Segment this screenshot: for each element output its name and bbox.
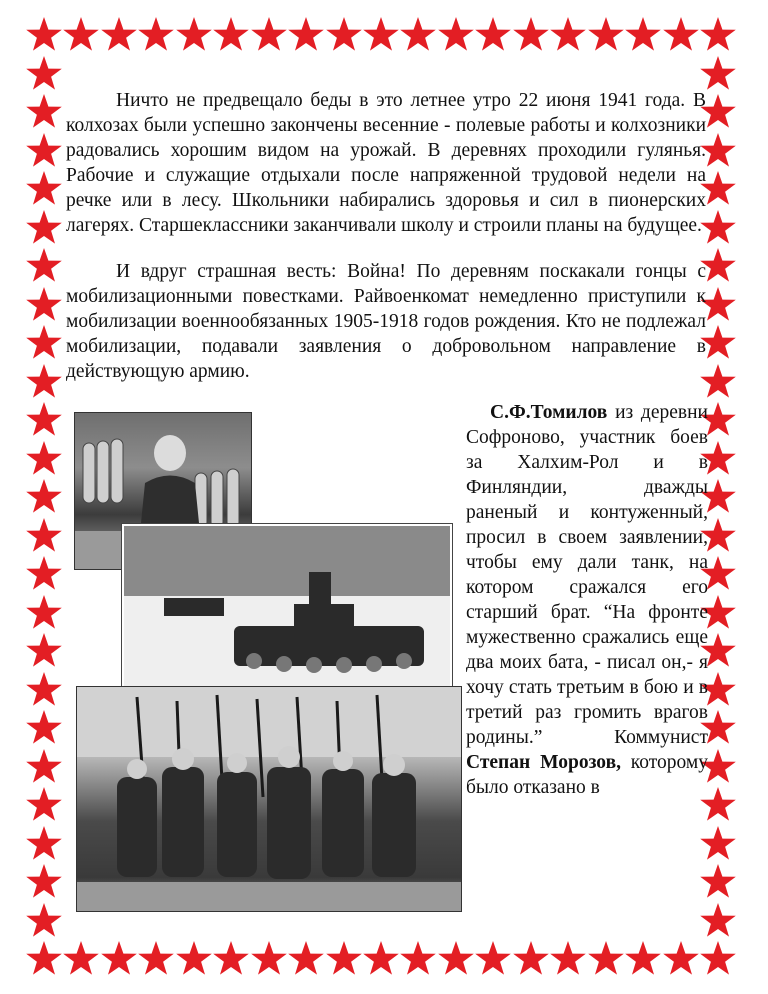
- star-icon: [624, 16, 662, 54]
- star-icon: [437, 16, 475, 54]
- star-icon: [175, 940, 213, 978]
- star-icon: [25, 132, 63, 170]
- star-icon: [137, 16, 175, 54]
- photo-marching-volunteers: [76, 686, 462, 912]
- star-icon: [549, 16, 587, 54]
- star-icon: [25, 555, 63, 593]
- star-icon: [699, 55, 737, 93]
- star-icon: [25, 170, 63, 208]
- star-icon: [25, 247, 63, 285]
- star-icon: [437, 940, 475, 978]
- star-icon: [399, 16, 437, 54]
- star-icon: [137, 940, 175, 978]
- star-icon: [287, 940, 325, 978]
- star-icon: [587, 940, 625, 978]
- star-icon: [512, 940, 550, 978]
- star-icon: [699, 16, 737, 54]
- star-icon: [100, 16, 138, 54]
- star-icon: [25, 825, 63, 863]
- star-icon: [287, 16, 325, 54]
- star-icon: [474, 940, 512, 978]
- star-icon: [100, 940, 138, 978]
- star-icon: [699, 902, 737, 940]
- star-icon: [25, 517, 63, 555]
- star-icon: [25, 902, 63, 940]
- photo-tanks-in-snow: [122, 524, 452, 692]
- star-icon: [325, 940, 363, 978]
- star-icon: [512, 16, 550, 54]
- star-icon: [25, 709, 63, 747]
- star-icon: [699, 940, 737, 978]
- star-icon: [25, 671, 63, 709]
- star-icon: [25, 93, 63, 131]
- star-icon: [362, 16, 400, 54]
- star-icon: [250, 16, 288, 54]
- star-icon: [25, 209, 63, 247]
- star-icon: [175, 16, 213, 54]
- star-icon: [212, 16, 250, 54]
- paragraph-1: Ничто не предвещало беды в это летнее утро 22 июня 1941 года. В колхозах были успешно закончены весенние - полевые работы и колхозники радовались хорошим видом на урожай. В деревнях проходили гулянья. Рабочие и служащие отдыхали после напряженной трудовой недели на речке или в лесу. Школьники набирались здоровья и сил в пионерских лагерях. Старшеклассники заканчивали школу и строили планы на будущее.: [66, 90, 706, 236]
- side-column-text: [466, 400, 708, 800]
- star-icon: [699, 863, 737, 901]
- star-icon: [474, 16, 512, 54]
- star-icon: [624, 940, 662, 978]
- star-icon: [25, 478, 63, 516]
- star-icon: [25, 324, 63, 362]
- star-icon: [25, 632, 63, 670]
- side-name-morozov: Степан Морозов,: [466, 752, 621, 773]
- star-icon: [25, 363, 63, 401]
- star-icon: [362, 940, 400, 978]
- star-icon: [25, 401, 63, 439]
- side-text-2: которому было отказано в: [466, 752, 708, 798]
- side-text-1: из деревни Софроново, участник боев за Халхим-Рол и в Финляндии, дважды раненый и контуженный, просил в своем заявлении, чтобы ему дали танк, на котором сражался его старший брат. “На фронте мужественно сражались еще два моих бата, - писал он,- я хочу стать третьим в бою и в третий раз громить врагов родины.” Коммунист: [466, 402, 708, 748]
- star-icon: [399, 940, 437, 978]
- star-icon: [25, 748, 63, 786]
- star-icon: [25, 786, 63, 824]
- star-icon: [62, 940, 100, 978]
- star-icon: [25, 594, 63, 632]
- star-icon: [25, 940, 63, 978]
- star-icon: [25, 863, 63, 901]
- star-icon: [25, 16, 63, 54]
- star-icon: [25, 440, 63, 478]
- star-icon: [699, 825, 737, 863]
- star-icon: [25, 55, 63, 93]
- star-icon: [212, 940, 250, 978]
- star-icon: [325, 16, 363, 54]
- star-icon: [250, 940, 288, 978]
- side-name-tomilov: С.Ф.Томилов: [490, 402, 608, 423]
- star-icon: [662, 940, 700, 978]
- star-icon: [662, 16, 700, 54]
- star-icon: [62, 16, 100, 54]
- star-icon: [25, 286, 63, 324]
- star-icon: [549, 940, 587, 978]
- star-icon: [587, 16, 625, 54]
- paragraph-2: И вдруг страшная весть: Война! По деревням поскакали гонцы с мобилизационными повестками. Райвоенкомат немедленно приступили к мобилизации военнообязанных 1905-1918 годов рождения. Кто не подлежал мобилизации, подавали заявления о добровольном направление в действующую армию.: [66, 261, 706, 382]
